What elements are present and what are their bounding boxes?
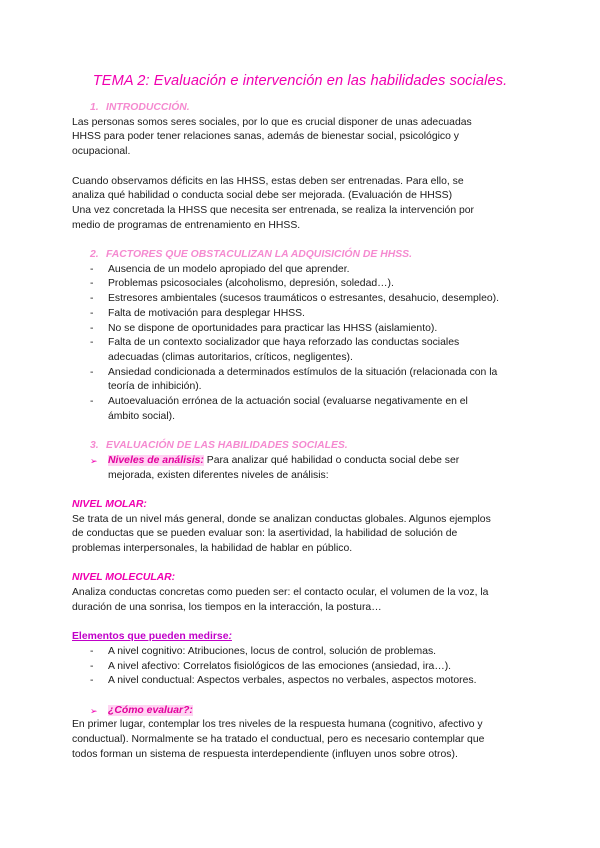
text-line: analiza qué habilidad o conducta social debe ser mejorada. (Evaluación de HHSS) <box>72 190 453 202</box>
list-item <box>72 322 528 337</box>
nivel-molar-paragraph <box>72 513 528 557</box>
elementos-list <box>72 645 528 689</box>
dash-bullet: - <box>90 675 94 687</box>
text-line: A nivel conductual: Aspectos verbales, aspectos no verbales, aspectos motores. <box>108 675 477 687</box>
section-heading-factores <box>72 248 528 263</box>
text-line: Analiza conductas concretas como pueden ser: el contacto ocular, el volumen de la voz, la <box>72 587 489 599</box>
list-item <box>72 307 528 322</box>
section-heading-introduccion <box>72 101 528 116</box>
document-page <box>72 72 528 763</box>
heading-text: Elementos que pueden medirse <box>72 631 229 643</box>
text-line: A nivel afectivo: Correlatos fisiológicos de las emociones (ansiedad, ira…). <box>108 660 452 672</box>
dash-bullet: - <box>90 307 94 319</box>
list-item <box>72 277 528 292</box>
list-item <box>72 263 528 278</box>
text-line: En primer lugar, contemplar los tres niveles de la respuesta humana (cognitivo, afectivo y <box>72 719 483 731</box>
list-item <box>72 336 528 365</box>
text-line: Una vez concretada la HHSS que necesita ser entrenada, se realiza la intervención por <box>72 204 474 216</box>
elementos-medirse-heading <box>72 630 528 645</box>
section-number: 3. <box>90 440 99 452</box>
section-title: EVALUACIÓN DE LAS HABILIDADES SOCIALES. <box>106 440 348 452</box>
list-item <box>72 292 528 307</box>
dash-bullet: - <box>90 366 94 378</box>
text-line: Estresores ambientales (sucesos traumáticos o estresantes, desahucio, desempleo). <box>108 293 499 305</box>
text-line: duración de una sonrisa, los tiempos en la interacción, la postura… <box>72 601 382 613</box>
text-line: Problemas psicosociales (alcoholismo, depresión, soledad…). <box>108 278 394 290</box>
text-line: todos forman un sistema de respuesta interdependiente (influyen unos sobre otros). <box>72 748 458 760</box>
nivel-molar-heading: NIVEL MOLAR: <box>72 498 147 510</box>
dash-bullet: - <box>90 293 94 305</box>
section-title: FACTORES QUE OBSTACULIZAN LA ADQUISICIÓN DE HHSS. <box>106 249 412 260</box>
dash-bullet: - <box>90 278 94 290</box>
dash-bullet: - <box>90 322 94 334</box>
list-item <box>72 660 528 675</box>
heading-colon: : <box>228 631 232 643</box>
como-evaluar-paragraph <box>72 718 528 762</box>
text-line: Cuando observamos déficits en las HHSS, estas deben ser entrenadas. Para ello, se <box>72 175 464 187</box>
intro-paragraph-2 <box>72 175 528 234</box>
text-line: Autoevaluación errónea de la actuación social (evaluarse negativamente en el <box>108 396 468 408</box>
text-line: HHSS para poder tener relaciones sanas, además de bienestar social, psicológico y <box>72 131 459 143</box>
niveles-analisis-item <box>72 454 528 483</box>
text-line: Ausencia de un modelo apropiado del que aprender. <box>108 263 350 275</box>
text-line: Falta de un contexto socializador que haya reforzado las conductas sociales <box>108 337 460 349</box>
como-evaluar-label: ¿Cómo evaluar?: <box>108 704 193 716</box>
dash-bullet: - <box>90 660 94 672</box>
text-line: Las personas somos seres sociales, por lo que es crucial disponer de unas adecuadas <box>72 116 472 128</box>
text-line: No se dispone de oportunidades para practicar las HHSS (aislamiento). <box>108 322 438 334</box>
nivel-molecular-heading: NIVEL MOLECULAR: <box>72 572 176 584</box>
section-number: 2. <box>90 249 99 260</box>
list-item <box>72 645 528 660</box>
text-line: Se trata de un nivel más general, donde se analizan conductas globales. Algunos ejemplos <box>72 513 491 525</box>
text-line: teoría de inhibición). <box>108 381 202 393</box>
text-line: A nivel cognitivo: Atribuciones, locus de control, solución de problemas. <box>108 645 437 657</box>
section-heading-evaluacion <box>72 439 528 454</box>
dash-bullet: - <box>90 337 94 349</box>
como-evaluar-item <box>72 704 528 719</box>
text-line: adecuadas (climas autoritarios, críticos, negligentes). <box>108 351 353 363</box>
intro-paragraph-1 <box>72 116 528 160</box>
text-line: medio de programas de entrenamiento en HHSS. <box>72 219 301 231</box>
dash-bullet: - <box>90 263 94 275</box>
factores-list <box>72 263 528 425</box>
text-line: problemas interpersonales, la habilidad de hablar en público. <box>72 543 353 555</box>
document-title: TEMA 2: Evaluación e intervención en las habilidades sociales. <box>92 73 508 89</box>
section-title: INTRODUCCIÓN. <box>106 102 190 113</box>
section-number: 1. <box>90 102 99 113</box>
list-item <box>72 395 528 424</box>
text-line: ocupacional. <box>72 146 131 158</box>
text-line: Para analizar qué habilidad o conducta social debe ser <box>203 454 460 466</box>
text-line: Ansiedad condicionada a determinados estímulos de la situación (relacionada con la <box>108 366 498 378</box>
list-item <box>72 674 528 689</box>
text-line: conductual). Normalmente se ha tratado el conductual, pero es necesario contemplar que <box>72 734 485 746</box>
text-line: mejorada, existen diferentes niveles de análisis: <box>108 469 329 481</box>
nivel-molecular-paragraph <box>72 586 528 615</box>
text-line: Falta de motivación para desplegar HHSS. <box>108 307 305 319</box>
text-line: ámbito social). <box>108 410 175 422</box>
dash-bullet: - <box>90 645 94 657</box>
dash-bullet: - <box>90 396 94 408</box>
niveles-analisis-label: Niveles de análisis: <box>108 454 204 466</box>
arrow-bullet-icon: ➢ <box>90 705 98 716</box>
list-item <box>72 366 528 395</box>
arrow-bullet-icon: ➢ <box>90 455 98 466</box>
text-line: de conductas que se pueden evaluar son: la asertividad, la habilidad de solución de <box>72 528 458 540</box>
